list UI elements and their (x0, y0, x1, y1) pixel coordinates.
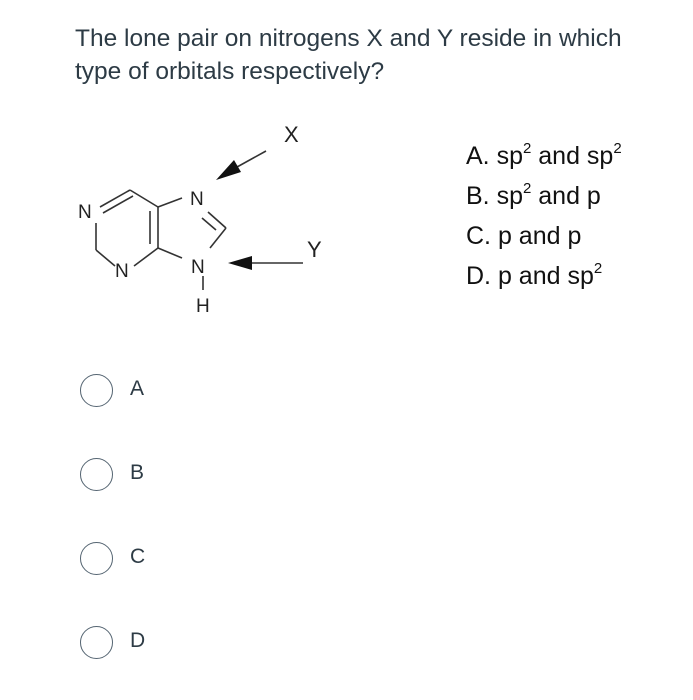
answer-key-b: B. $sp^2$ and p (466, 180, 601, 210)
radio-button-d[interactable] (80, 626, 113, 659)
radio-button-a[interactable] (80, 374, 113, 407)
radio-button-c[interactable] (80, 542, 113, 575)
option-b-label[interactable]: B (130, 461, 145, 484)
option-d[interactable] (80, 622, 280, 662)
answer-key-a: A. $sp^2$ and $sp^2$ (466, 140, 622, 170)
answer-key-c: C. p and p (466, 222, 582, 250)
question-figure (70, 110, 670, 330)
atom-n-top: N (190, 189, 204, 210)
radio-button-b[interactable] (80, 458, 113, 491)
arrow-label-x: X (284, 122, 299, 147)
option-b[interactable] (80, 454, 280, 494)
atom-n-bottom-left: N (115, 261, 129, 282)
question-text: The lone pair on nitrogens X and Y reside in which type of orbitals respectively? (75, 25, 622, 85)
option-a[interactable] (80, 370, 280, 410)
atom-n-bottom-right: N (191, 257, 205, 278)
arrow-label-y: Y (307, 237, 322, 262)
option-a-label[interactable]: A (130, 377, 145, 400)
answer-key-d: D. p and $sp^2$ (466, 260, 603, 290)
atom-n-left: N (78, 202, 92, 223)
option-c[interactable] (80, 538, 280, 578)
atom-h: H (196, 296, 210, 317)
answer-key-list (466, 136, 622, 296)
option-d-label[interactable]: D (130, 629, 146, 652)
option-c-label[interactable]: C (130, 545, 146, 568)
